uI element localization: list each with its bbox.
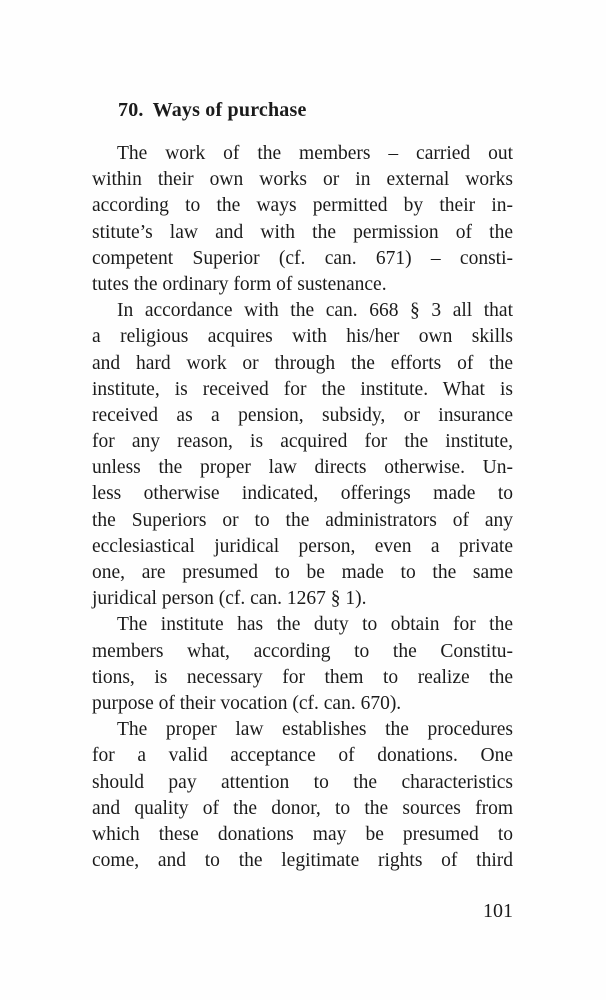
text-line: come, and to the legitimate rights of third [92, 850, 513, 872]
text-line: and hard work or through the efforts of the [92, 352, 513, 374]
text-line: unless the proper law directs otherwise. Un- [92, 457, 513, 479]
text-line: according to the ways permitted by their in- [92, 195, 513, 217]
text-line: juridical person (cf. can. 1267 § 1). [92, 588, 367, 610]
text-line: The proper law establishes the procedures [117, 719, 513, 741]
paragraph [92, 298, 513, 612]
text-line: received as a pension, subsidy, or insurance [92, 404, 513, 426]
text-line: ecclesiastical juridical person, even a private [92, 535, 513, 557]
text-line: tions, is necessary for them to realize the [92, 666, 513, 688]
paragraph [92, 717, 513, 874]
page-number: 101 [483, 900, 513, 922]
text-line: less otherwise indicated, offerings made to [92, 483, 513, 505]
section-number: 70. [118, 99, 144, 121]
paragraph [92, 141, 513, 298]
text-line: stitute’s law and with the permission of the [92, 221, 513, 243]
text-line: and quality of the donor, to the sources from [92, 797, 513, 819]
text-line: for a valid acceptance of donations. One [92, 745, 513, 767]
text-line: competent Superior (cf. can. 671) – consti- [92, 247, 513, 269]
text-line: tutes the ordinary form of sustenance. [92, 273, 387, 295]
text-line: which these donations may be presumed to [92, 823, 513, 845]
text-line: within their own works or in external works [92, 169, 513, 191]
text-line: should pay attention to the characteristics [92, 771, 513, 793]
section-heading [118, 99, 307, 122]
paragraph [92, 612, 513, 717]
body-text [92, 141, 513, 874]
text-line: for any reason, is acquired for the institute, [92, 431, 513, 453]
text-line: institute, is received for the institute. What is [92, 378, 513, 400]
text-line: one, are presumed to be made to the same [92, 562, 513, 583]
text-line: members what, according to the Constitu- [92, 640, 513, 662]
text-line: The work of the members – carried out [117, 143, 513, 164]
text-line: The institute has the duty to obtain for the [117, 614, 513, 636]
text-line: In accordance with the can. 668 § 3 all that [117, 300, 513, 322]
text-line: purpose of their vocation (cf. can. 670). [92, 692, 402, 714]
section-title: Ways of purchase [152, 99, 307, 121]
text-line: a religious acquires with his/her own skills [92, 326, 513, 348]
text-line: the Superiors or to the administrators of any [92, 509, 513, 531]
